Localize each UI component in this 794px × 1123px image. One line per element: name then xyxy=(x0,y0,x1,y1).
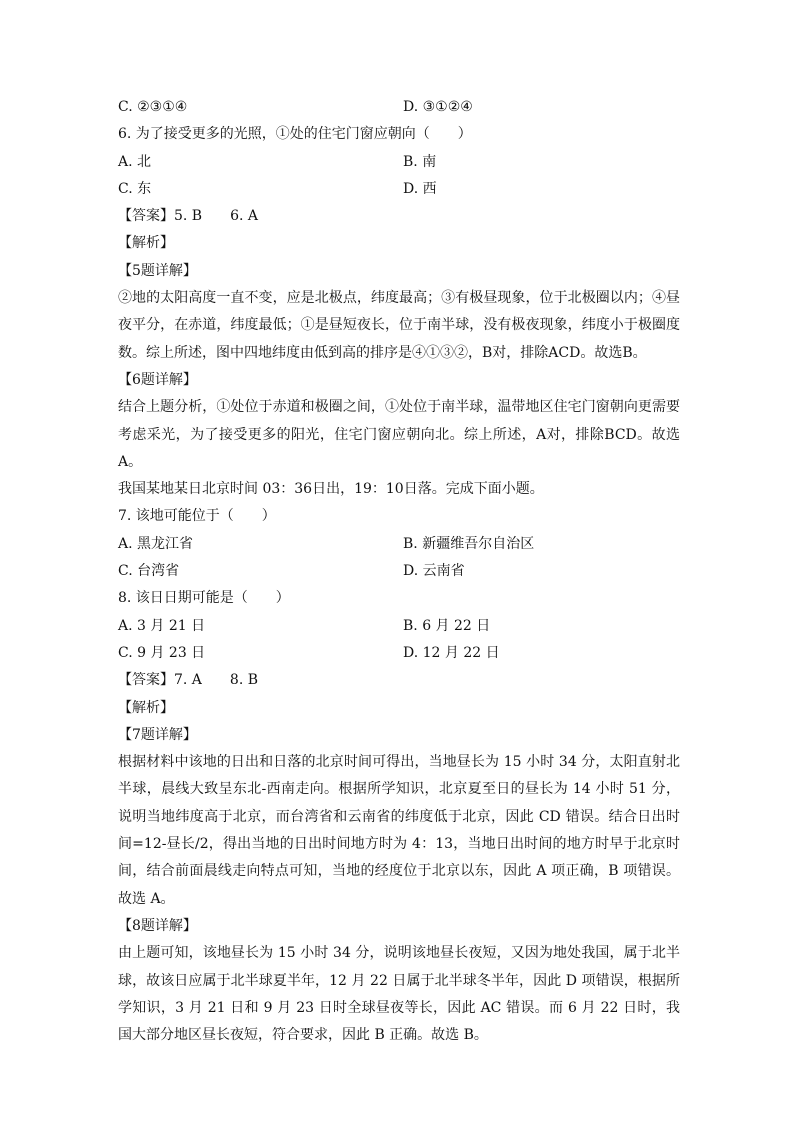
analysis-heading: 【解析】 xyxy=(118,235,174,252)
q7-options-ab xyxy=(118,531,680,558)
q7-options-cd xyxy=(118,558,680,585)
detail-8-text: 由上题可知，该地昼长为 15 小时 34 分，说明该地昼长夜短，又因为地处我国，属于北半球，故该日应属于北半球夏半年，12 月 22 日属于北半球冬半年，因此 D 项错误，根据所学知识，3 月 21 日和 9 月 23 日时全球昼夜等长，因此 AC 错误。而 6 月 22 日时，我国大部分地区昼长夜短，符合要求，因此 B 正确。故选 B。 xyxy=(118,945,680,1044)
q5-option-d: D. ③①②④ xyxy=(403,99,473,115)
q8-stem: 8. 该日日期可能是（ ） xyxy=(118,590,290,607)
q6-option-c: C. 东 xyxy=(118,180,152,197)
q6-option-a: A. 北 xyxy=(118,153,152,170)
answer-7-8: 【答案】7. A 8. B xyxy=(118,672,259,689)
q8-options-ab xyxy=(118,613,680,640)
detail-6-heading: 【6题详解】 xyxy=(118,371,197,388)
q7-option-a: A. 黑龙江省 xyxy=(118,535,194,552)
q8-option-c: C. 9 月 23 日 xyxy=(118,644,206,661)
detail-7-text: 根据材料中该地的日出和日落的北京时间可得出，当地昼长为 15 小时 34 分，太阳直射北半球，晨线大致呈东北-西南走向。根据所学知识，北京夏至日的昼长为 14 小时 51 分，说明当地纬度高于北京，而台湾省和云南省的纬度低于北京，因此 CD 错误。结合日出时间=12-昼长/2，得出当地的日出时间地方时为 4：13，当地日出时间的地方时早于北京时间，结合前面晨线走向特点可知，当地的经度位于北京以东，因此 A 项正确，B 项错误。故选 A。 xyxy=(118,754,680,907)
q8-options-cd xyxy=(118,640,680,667)
q6-options-ab xyxy=(118,149,680,176)
q7-stem: 7. 该地可能位于（ ） xyxy=(118,508,276,525)
q5-option-c: C. ②③①④ xyxy=(118,99,188,115)
q7-option-b: B. 新疆维吾尔自治区 xyxy=(403,535,535,552)
analysis-heading: 【解析】 xyxy=(118,699,174,716)
intro-7-8: 我国某地某日北京时间 03：36日出，19：10日落。完成下面小题。 xyxy=(118,481,544,498)
detail-7-heading: 【7题详解】 xyxy=(118,726,197,743)
detail-8-heading: 【8题详解】 xyxy=(118,917,197,934)
q6-stem: 6. 为了接受更多的光照，①处的住宅门窗应朝向（ ） xyxy=(118,126,472,143)
q8-option-d: D. 12 月 22 日 xyxy=(403,644,500,661)
q7-option-c: C. 台湾省 xyxy=(118,563,180,580)
detail-5-heading: 【5题详解】 xyxy=(118,262,197,279)
q6-option-b: B. 南 xyxy=(403,153,437,170)
answer-5-6: 【答案】5. B 6. A xyxy=(118,208,259,225)
q6-option-d: D. 西 xyxy=(403,180,437,197)
q6-options-cd xyxy=(118,176,680,203)
detail-6-text: 结合上题分析，①处位于赤道和极圈之间，①处位于南半球，温带地区住宅门窗朝向更需要考虑采光，为了接受更多的阳光，住宅门窗应朝向北。综上所述，A对，排除BCD。故选A。 xyxy=(118,399,680,470)
q8-option-a: A. 3 月 21 日 xyxy=(118,617,206,634)
q7-option-d: D. 云南省 xyxy=(403,563,465,580)
q5-options-cd xyxy=(118,94,680,121)
q8-option-b: B. 6 月 22 日 xyxy=(403,617,491,634)
document-page xyxy=(118,94,680,1049)
detail-5-text: ②地的太阳高度一直不变，应是北极点，纬度最高；③有极昼现象，位于北极圈以内；④昼夜平分，在赤道，纬度最低；①是昼短夜长，位于南半球，没有极夜现象，纬度小于极圈度数。综上所述，图中四地纬度由低到高的排序是④①③②，B对，排除ACD。故选B。 xyxy=(118,290,680,361)
